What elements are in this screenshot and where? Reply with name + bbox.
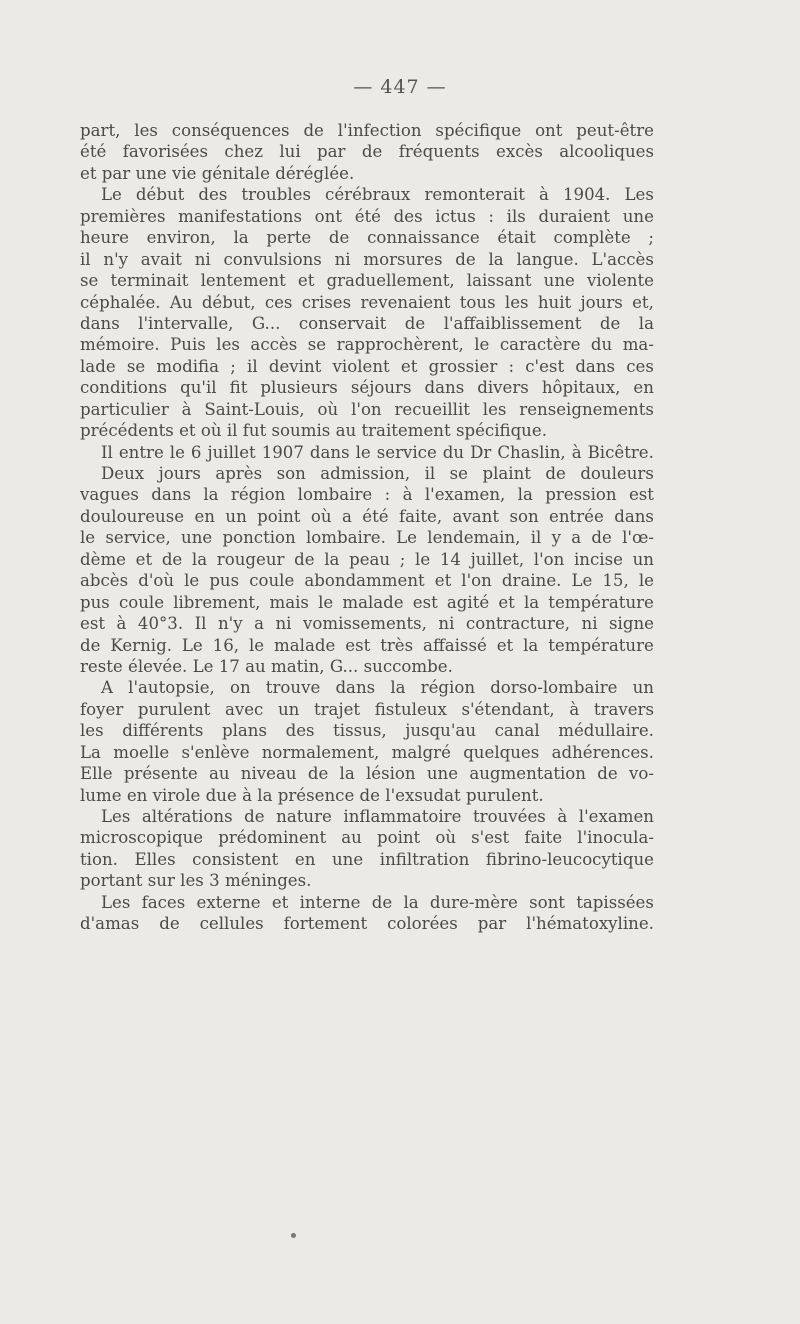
text-line: A l'autopsie, on trouve dans la région dorso-lombaire un <box>101 678 654 698</box>
text-line: conditions qu'il fit plusieurs séjours dans divers hôpitaux, en <box>80 378 654 398</box>
text-line: particulier à Saint-Louis, où l'on recueillit les renseignements <box>80 399 654 419</box>
text-line: précédents et où il fut soumis au traitement spécifique. <box>80 421 547 441</box>
text-line: premières manifestations ont été des ictus : ils duraient une <box>80 206 654 226</box>
page-number: — 447 — <box>353 76 447 98</box>
text-line: reste élevée. Le 17 au matin, G... succombe. <box>80 656 453 676</box>
text-line: part, les conséquences de l'infection spécifique ont peut-être <box>80 121 654 140</box>
text-line: foyer purulent avec un trajet fistuleux s'étendant, à travers <box>80 699 654 719</box>
text-line: dans l'intervalle, G... conservait de l'affaiblissement de la <box>80 313 654 333</box>
text-line: pus coule librement, mais le malade est agité et la température <box>80 592 654 612</box>
text-line: douloureuse en un point où a été faite, avant son entrée dans <box>80 506 654 526</box>
text-line: le service, une ponction lombaire. Le lendemain, il y a de l'œ- <box>80 528 654 548</box>
body-text <box>80 121 654 936</box>
text-line: Les altérations de nature inflammatoire trouvées à l'examen <box>101 807 654 826</box>
text-line: se terminait lentement et graduellement, laissant une violente <box>80 271 654 291</box>
text-line: heure environ, la perte de connaissance était complète ; <box>80 228 654 248</box>
text-line: vagues dans la région lombaire : à l'examen, la pression est <box>80 485 654 505</box>
text-line: céphalée. Au début, ces crises revenaient tous les huit jours et, <box>80 292 654 312</box>
text-line: il n'y avait ni convulsions ni morsures de la langue. L'accès <box>80 249 654 269</box>
text-line: Elle présente au niveau de la lésion une augmentation de vo- <box>80 764 654 784</box>
text-line: Le début des troubles cérébraux remonterait à 1904. Les <box>101 185 654 205</box>
text-line: d'amas de cellules fortement colorées par l'hématoxyline. <box>80 914 654 934</box>
text-line: est à 40°3. Il n'y a ni vomissements, ni contracture, ni signe <box>80 614 654 634</box>
text-line: lume en virole due à la présence de l'exsudat purulent. <box>80 785 544 805</box>
text-line: abcès d'où le pus coule abondamment et l'on draine. Le 15, le <box>80 571 654 591</box>
text-line: mémoire. Puis les accès se rapprochèrent, le caractère du ma- <box>80 335 654 355</box>
text-line: Il entre le 6 juillet 1907 dans le service du Dr Chaslin, à Bicêtre. <box>101 442 654 462</box>
text-line: lade se modifia ; il devint violent et grossier : c'est dans ces <box>80 356 654 376</box>
text-line: La moelle s'enlève normalement, malgré quelques adhérences. <box>80 742 654 762</box>
text-line: été favorisées chez lui par de fréquents excès alcooliques <box>80 142 654 162</box>
text-line: Deux jours après son admission, il se plaint de douleurs <box>101 464 654 483</box>
text-line: de Kernig. Le 16, le malade est très affaissé et la température <box>80 635 654 655</box>
text-line: les différents plans des tissus, jusqu'au canal médullaire. <box>80 721 654 741</box>
text-line: dème et de la rougeur de la peau ; le 14 juillet, l'on incise un <box>80 549 654 569</box>
text-line: et par une vie génitale déréglée. <box>80 163 355 183</box>
text-line: portant sur les 3 méninges. <box>80 871 312 891</box>
ink-speck <box>291 1233 296 1238</box>
text-line: microscopique prédominent au point où s'est faite l'inocula- <box>80 828 654 848</box>
text-line: tion. Elles consistent en une infiltration fibrino-leucocytique <box>80 849 654 869</box>
text-line: Les faces externe et interne de la dure-mère sont tapissées <box>101 892 654 912</box>
